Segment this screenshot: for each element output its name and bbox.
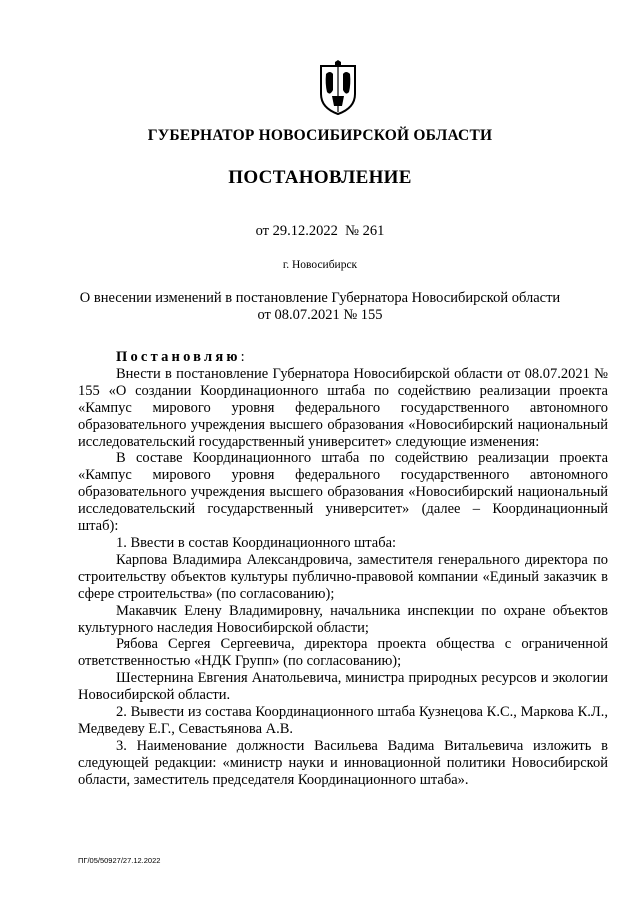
resolve-colon: :: [240, 349, 245, 365]
coat-of-arms-icon: [318, 60, 358, 116]
body-paragraph: Шестернина Евгения Анатольевича, министра природных ресурсов и экологии Новосибирской области.: [78, 670, 608, 704]
city-line: г. Новосибирск: [282, 259, 358, 271]
body-paragraph: 2. Вывести из состава Координационного штаба Кузнецова К.С., Маркова К.Л., Медведеву Е.Г., Севастьянова А.В.: [78, 704, 608, 737]
document-body: [78, 349, 608, 789]
document-subject: [0, 290, 640, 324]
subject-line: от 08.07.2021 № 155: [257, 307, 383, 323]
body-paragraph: Макавчик Елену Владимировну, начальника инспекции по охране объектов культурного наследия Новосибирской области;: [78, 602, 608, 636]
issuer-heading: ГУБЕРНАТОР НОВОСИБИРСКОЙ ОБЛАСТИ: [147, 127, 493, 144]
date-number-line: от 29.12.2022 № 261: [255, 223, 385, 239]
subject-line: О внесении изменений в постановление Губернатора Новосибирской области: [79, 290, 561, 306]
document-type-title: ПОСТАНОВЛЕНИЕ: [228, 167, 412, 188]
resolve-word: Постановляю: [116, 349, 241, 365]
document-footer-code: ПГ/05/50927/27.12.2022: [78, 856, 161, 865]
body-paragraph: В составе Координационного штаба по содействию реализации проекта «Кампус мирового уровня федерального государственного автономного образовательного учреждения высшего образования «Новосибирский национальный исследовательский государственный университет» (далее – Координационный штаб):: [78, 450, 608, 535]
resolve-line: [78, 349, 608, 366]
body-paragraph: Внести в постановление Губернатора Новосибирской области от 08.07.2021 № 155 «О создании Координационного штаба по содействию реализации проекта «Кампус мирового уровня федерального государственного автономного образовательного учреждения высшего образования «Новосибирский национальный исследовательский государственный университет» следующие изменения:: [78, 365, 608, 450]
body-paragraph: 3. Наименование должности Васильева Вадима Витальевича изложить в следующей редакции: «министр науки и инновационной политики Новосибирской области, заместитель председателя Координационного штаба».: [78, 737, 608, 788]
body-paragraph: Карпова Владимира Александровича, заместителя генерального директора по строительству объектов культуры публично-правовой компании «Единый заказчик в сфере строительства» (по согласованию);: [78, 551, 608, 602]
body-paragraph: 1. Ввести в состав Координационного штаба:: [116, 534, 397, 551]
body-paragraph: Рябова Сергея Сергеевича, директора проекта общества с ограниченной ответственностью «НДК Групп» (по согласованию);: [78, 636, 608, 670]
